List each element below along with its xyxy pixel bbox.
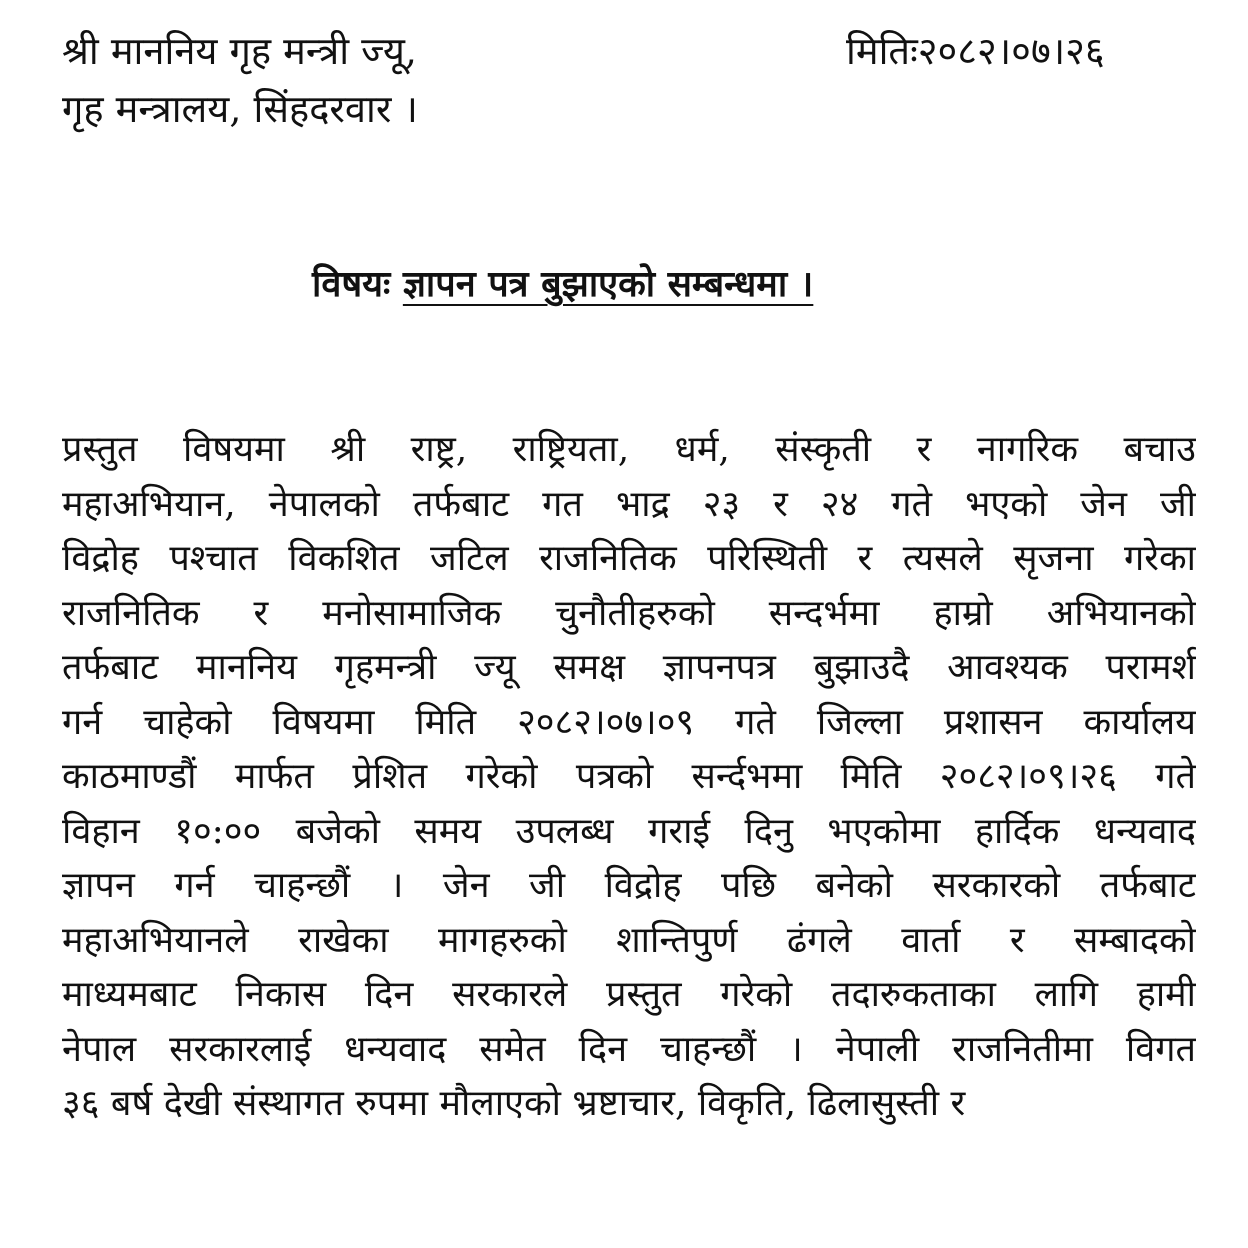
subject-line	[312, 258, 813, 310]
body-line: गर्न चाहेको विषयमा मिति २०८२।०७।०९ गते जिल्ला प्रशासन कार्यालय	[62, 701, 1196, 743]
body-line: महाअभियानले राखेका मागहरुको शान्तिपुर्ण ढंगले वार्ता र सम्बादको	[62, 919, 1196, 961]
body-line: विद्रोह पश्चात विकशित जटिल राजनितिक परिस्थिती र त्यसले सृजना गरेका	[62, 538, 1196, 579]
body-line: ३६ बर्ष देखी संस्थागत रुपमा मौलाएको भ्रष्टाचार, विकृति, ढिलासुस्ती र	[62, 1083, 966, 1124]
body-line: राजनितिक र मनोसामाजिक चुनौतीहरुको सन्दर्भमा हाम्रो अभियानको	[62, 592, 1196, 634]
addressee-block	[62, 22, 418, 138]
subject-text: ज्ञापन पत्र बुझाएको सम्बन्धमा ।	[402, 263, 814, 305]
body-line: प्रस्तुत विषयमा श्री राष्ट्र, राष्ट्रियता, धर्म, संस्कृती र नागरिक बचाउ	[62, 429, 1196, 470]
body-line: विहान १०:०० बजेको समय उपलब्ध गराई दिनु भएकोमा हार्दिक धन्यवाद	[62, 810, 1196, 852]
body-line: तर्फबाट माननिय गृहमन्त्री ज्यू समक्ष ज्ञापनपत्र बुझाउदै आवश्यक परामर्श	[62, 647, 1196, 688]
addressee-line: गृह मन्त्रालय, सिंहदरवार ।	[62, 87, 418, 131]
letter-body	[62, 423, 1196, 1132]
body-line: नेपाल सरकारलाई धन्यवाद समेत दिन चाहन्छौं । नेपाली राजनितीमा विगत	[62, 1028, 1196, 1070]
body-line: काठमाण्डौं मार्फत प्रेशित गरेको पत्रको सर्न्दभमा मिति २०८२।०९।२६ गते	[62, 756, 1196, 797]
body-line: ज्ञापन गर्न चाहन्छौं । जेन जी विद्रोह पछि बनेको सरकारको तर्फबाट	[62, 865, 1196, 906]
subject-label: विषयः	[312, 263, 391, 305]
body-line: माध्यमबाट निकास दिन सरकारले प्रस्तुत गरेको तदारुकताका लागि हामी	[62, 974, 1196, 1015]
letter-date: मितिः२०८२।०७।२६	[846, 29, 1105, 73]
addressee-line: श्री माननिय गृह मन्त्री ज्यू,	[62, 29, 418, 73]
body-line: महाअभियान, नेपालको तर्फबाट गत भाद्र २३ र २४ गते भएको जेन जी	[62, 483, 1196, 525]
